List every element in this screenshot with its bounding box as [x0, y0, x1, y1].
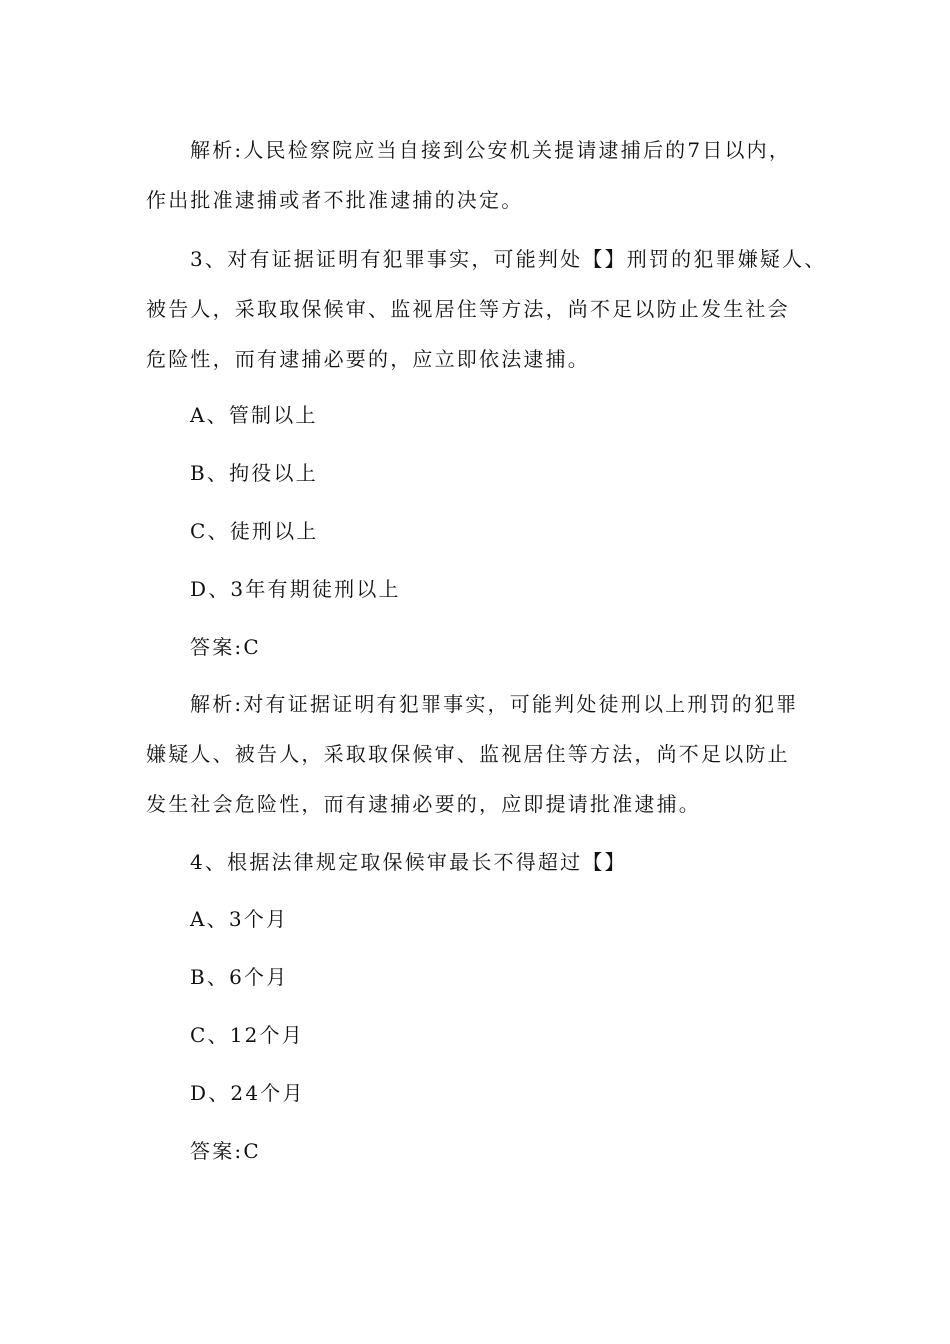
q4-option-c: C、12个月: [190, 1023, 304, 1047]
q3-answer: 答案:C: [190, 635, 261, 659]
q3-option-b: B、拘役以上: [190, 461, 318, 485]
q3-stem-line-3: 危险性，而有逮捕必要的，应立即依法逮捕。: [146, 347, 590, 371]
q2-explanation-line-2: 作出批准逮捕或者不批准逮捕的决定。: [146, 188, 524, 212]
q3-explanation-line-1: 解析:对有证据证明有犯罪事实，可能判处徒刑以上刑罚的犯罪: [190, 692, 799, 716]
q3-option-c: C、徒刑以上: [190, 519, 319, 543]
q3-stem-line-1: 3、对有证据证明有犯罪事实，可能判处【】刑罚的犯罪嫌疑人、: [190, 247, 827, 271]
q3-option-d: D、3年有期徒刑以上: [190, 577, 401, 601]
q2-explanation-line-1: 解析:人民检察院应当自接到公安机关提请逮捕后的7日以内，: [190, 138, 792, 162]
q3-option-a: A、管制以上: [190, 403, 318, 427]
q4-option-d: D、24个月: [190, 1081, 305, 1105]
q4-option-a: A、3个月: [190, 907, 289, 931]
q4-option-b: B、6个月: [190, 965, 289, 989]
q4-answer: 答案:C: [190, 1139, 261, 1163]
q3-explanation-line-2: 嫌疑人、被告人，采取取保候审、监视居住等方法，尚不足以防止: [146, 742, 790, 766]
q3-stem-line-2: 被告人，采取取保候审、监视居住等方法，尚不足以防止发生社会: [146, 297, 790, 321]
q4-stem: 4、根据法律规定取保候审最长不得超过【】: [190, 850, 627, 874]
q3-explanation-line-3: 发生社会危险性，而有逮捕必要的，应即提请批准逮捕。: [146, 792, 701, 816]
